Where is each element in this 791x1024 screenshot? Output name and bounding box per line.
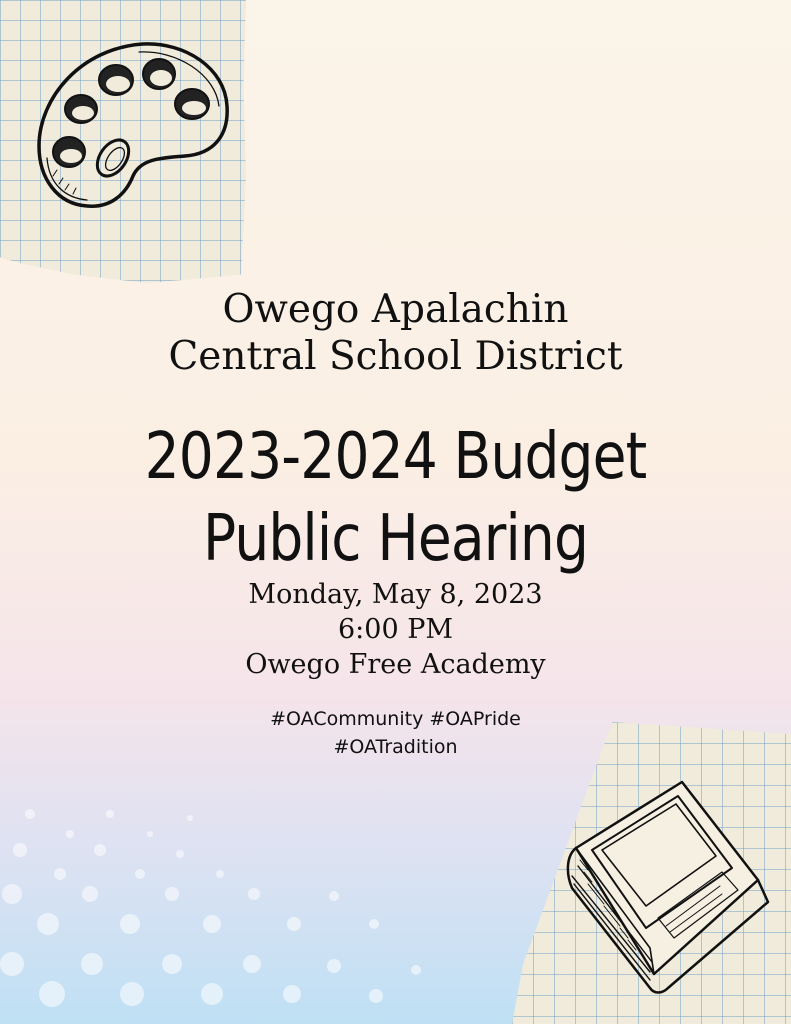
- dot-pattern: [0, 774, 460, 1024]
- hashtags: [0, 705, 791, 761]
- title-line-2: Public Hearing: [202, 502, 589, 576]
- district-line-2: Central School District: [168, 334, 623, 379]
- paint-palette-icon: [35, 38, 231, 210]
- event-location: Owego Free Academy: [245, 649, 546, 680]
- hashtags-line-1: #OACommunity #OAPride: [270, 708, 521, 730]
- event-details: [0, 577, 791, 682]
- title-line-1: 2023-2024 Budget: [144, 420, 647, 494]
- event-title: [55, 416, 735, 580]
- hashtags-line-2: #OATradition: [333, 736, 458, 758]
- event-time: 6:00 PM: [337, 614, 454, 645]
- event-date: Monday, May 8, 2023: [248, 579, 543, 610]
- district-line-1: Owego Apalachin: [222, 287, 569, 332]
- book-icon: [562, 776, 774, 998]
- district-name: [0, 286, 791, 380]
